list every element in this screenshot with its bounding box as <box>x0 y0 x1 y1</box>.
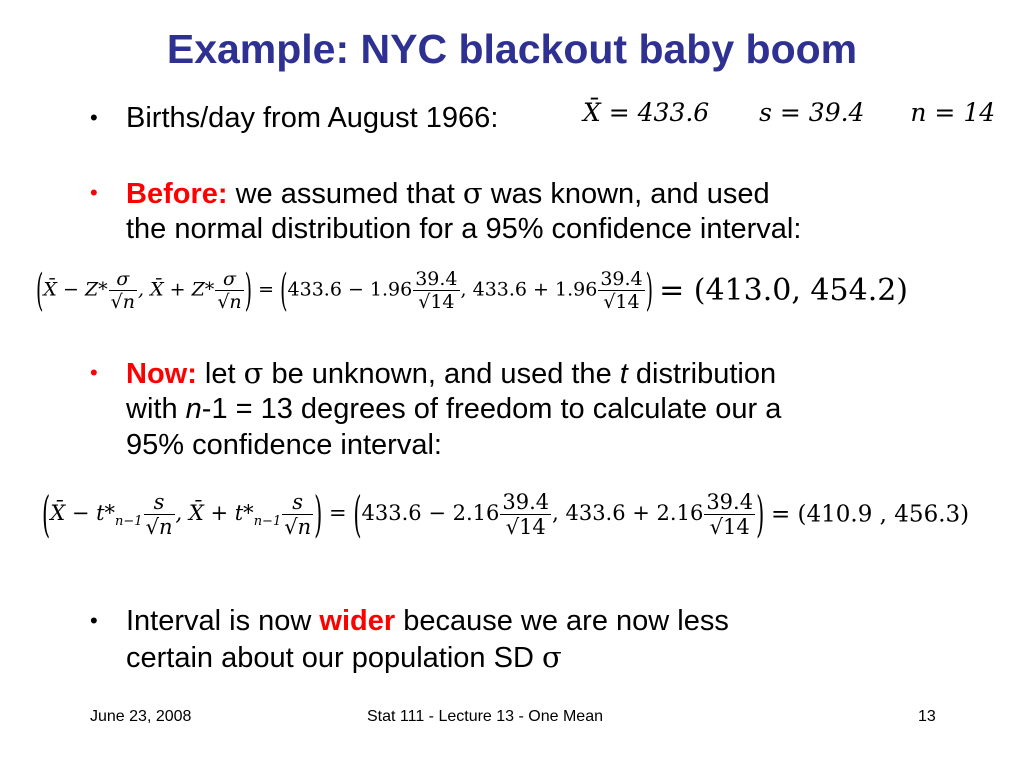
n-italic: n <box>185 393 202 425</box>
n-stat: n = 14 <box>910 98 996 127</box>
bullet-marker: • <box>90 608 98 633</box>
s-stat: s = 39.4 <box>759 98 865 127</box>
formula1-den: √14 <box>413 290 459 313</box>
formula2-result: = (410.9 , 456.3) <box>770 501 970 528</box>
formula2-lhs1: X̄ − t* <box>50 501 116 525</box>
t-interval-formula: (X̄ − $t*_{n-1}$ $\frac{s}{√n}$ , X̄ + $t*_{n-1}$ $\frac{s}{√n}$ ) = (433.6 − 2.16 $\frac{39.4}{√14}$ , 433.6 + 2.16 $\frac{39.4}{√14}$ ) = (410.9 , 456.3) <box>42 486 970 543</box>
bullet-before <box>126 175 770 212</box>
footer-page-number: 13 <box>918 708 936 725</box>
wider-text: Interval is now <box>126 605 320 637</box>
formula1-sigma-2: σ <box>222 268 236 290</box>
formula1-sigma: σ <box>116 268 130 290</box>
formula1-equals: = <box>258 278 275 301</box>
df-text: -1 = 13 degrees of freedom to calculate our a <box>201 393 782 425</box>
formula1-rhs2: , 433.6 + 1.96 <box>460 278 598 301</box>
formula1-num: 39.4 <box>415 268 458 290</box>
sigma-symbol: σ <box>243 356 264 390</box>
formula1-sqrtn: √n <box>110 291 135 313</box>
formula2-s-2: s <box>292 490 304 514</box>
sd-text: certain about our population SD <box>126 642 542 674</box>
formula2-rhs2: , 433.6 + 2.16 <box>552 501 704 525</box>
formula2-rhs1: 433.6 − 2.16 <box>361 501 500 525</box>
formula2-s: s <box>153 490 165 514</box>
before-text: we assumed that <box>227 178 463 210</box>
now-label: Now: <box>126 358 197 390</box>
t-italic: t <box>619 358 628 390</box>
bullet-births <box>126 100 498 136</box>
now-text-3: distribution <box>627 358 777 390</box>
formula1-lhs1: X̄ − Z* <box>43 278 108 301</box>
formula1-num-2: 39.4 <box>600 268 643 290</box>
sigma-symbol: σ <box>462 176 483 210</box>
formula1-rhs1: 433.6 − 1.96 <box>287 278 413 301</box>
bullet-now-line3: 95% confidence interval: <box>126 429 442 461</box>
footer-course: Stat 111 - Lecture 13 - One Mean <box>367 708 603 725</box>
births-text: Births/day from August 1966: <box>126 102 499 134</box>
sigma-symbol: σ <box>541 640 562 674</box>
formula1-sqrtn-2: √n <box>217 291 242 313</box>
wider-highlight: wider <box>319 605 396 637</box>
formula1-result: = (413.0, 454.2) <box>659 273 909 308</box>
bullet-wider <box>126 603 729 639</box>
footer-date: June 23, 2008 <box>90 708 192 725</box>
formula1-den-2: √14 <box>598 290 644 313</box>
formula2-sub-2: n−1 <box>253 514 282 530</box>
now-text-2: be unknown, and used the <box>263 358 620 390</box>
with-text: with <box>126 393 186 425</box>
bullet-before-line2: the normal distribution for a 95% confidence interval: <box>126 213 802 245</box>
bullet-now <box>126 355 776 392</box>
formula2-sub: n−1 <box>115 514 143 530</box>
stats-row <box>583 98 995 127</box>
bullet-marker: • <box>90 105 98 130</box>
wider-text-2: because we are now less <box>395 605 729 637</box>
bullet-marker: • <box>90 360 98 385</box>
formula2-num-2: 39.4 <box>706 490 754 514</box>
bullet-wider-line2 <box>126 639 562 676</box>
formula1-lhs2: , X̄ + Z* <box>138 278 215 301</box>
xbar-stat: X̄ = 433.6 <box>583 98 710 127</box>
z-interval-formula: (X̄ − Z* $\frac{\sigma}{√n}$ , X̄ + Z* $\frac{\sigma}{√n}$ ) = (433.6 − 1.96 $\frac{39.4}{√14}$ , 433.6 + 1.96 $\frac{39.4}{√14}$ ) = (413.0, 454.2) <box>36 265 909 316</box>
slide-title: Example: NYC blackout baby boom <box>166 26 858 72</box>
formula2-equals: = <box>329 501 347 525</box>
before-label: Before: <box>126 178 228 210</box>
formula2-den-2: √14 <box>704 514 755 539</box>
bullet-now-line2 <box>126 391 781 427</box>
formula2-sqrtn-2: √n <box>284 515 312 539</box>
formula2-lhs2: , X̄ + t* <box>175 501 254 525</box>
before-text-2: was known, and used <box>482 178 770 210</box>
formula2-num: 39.4 <box>502 490 550 514</box>
formula2-den: √14 <box>500 514 551 539</box>
now-text: let <box>196 358 244 390</box>
bullet-marker: • <box>90 180 98 205</box>
formula2-sqrtn: √n <box>145 515 173 539</box>
